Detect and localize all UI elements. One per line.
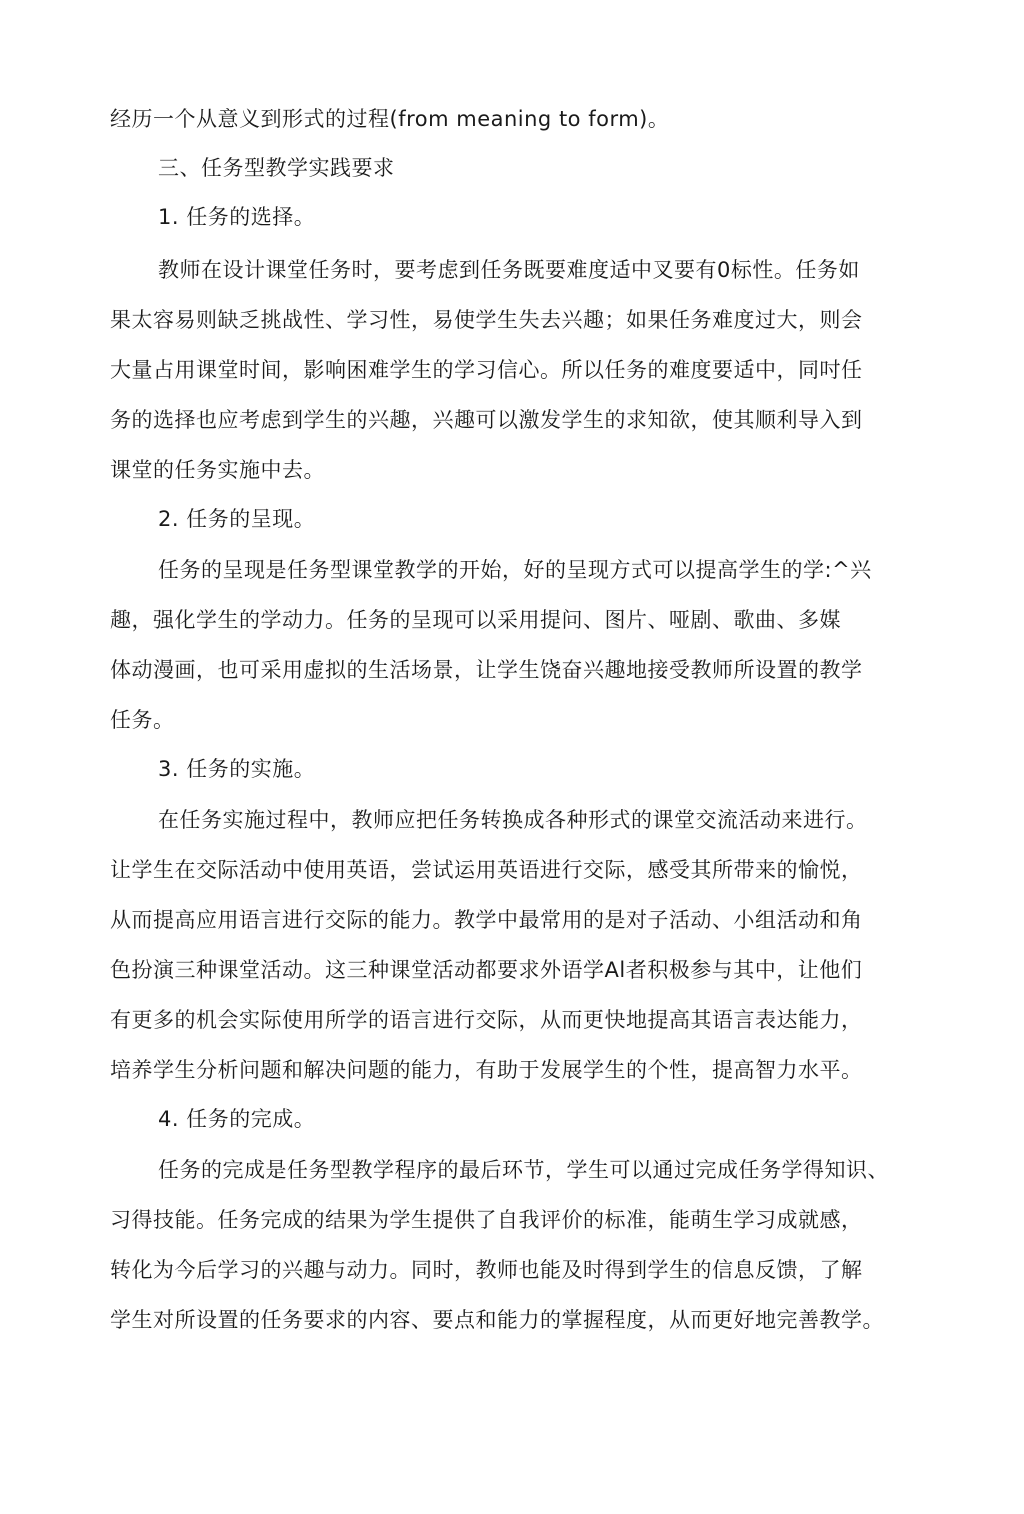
paragraph-line: 从而提高应用语言进行交际的能力。教学中最常用的是对子活动、小组活动和角 (110, 908, 863, 932)
paragraph-line: 任务的完成是任务型教学程序的最后环节，学生可以通过完成任务学得知识、 (158, 1158, 889, 1182)
paragraph-line: 体动漫画，也可采用虚拟的生活场景，让学生饶奋兴趣地接受教师所设置的教学 (110, 658, 863, 682)
subheading-task-presentation: 2. 任务的呈现。 (158, 507, 316, 531)
paragraph-line: 培养学生分析问题和解决问题的能力，有助于发展学生的个性，提高智力水平。 (110, 1058, 863, 1082)
subheading-task-selection: 1. 任务的选择。 (158, 205, 316, 229)
paragraph-line: 课堂的任务实施中去。 (110, 458, 325, 482)
paragraph-line: 让学生在交际活动中使用英语，尝试运用英语进行交际，感受其所带来的愉悦， (110, 858, 863, 882)
paragraph-line: 务的选择也应考虑到学生的兴趣，兴趣可以激发学生的求知欲，使其顺利导入到 (110, 408, 863, 432)
paragraph-line: 果太容易则缺乏挑战性、学习性，易使学生失去兴趣；如果任务难度过大，则会 (110, 308, 863, 332)
paragraph-line: 在任务实施过程中，教师应把任务转换成各种形式的课堂交流活动来进行。 (158, 808, 868, 832)
subheading-task-completion: 4. 任务的完成。 (158, 1107, 316, 1131)
paragraph-line: 教师在设计课堂任务时，要考虑到任务既要难度适中叉要有0标性。任务如 (158, 258, 860, 282)
paragraph-line: 学生对所设置的任务要求的内容、要点和能力的掌握程度，从而更好地完善教学。 (110, 1308, 884, 1332)
paragraph-line: 转化为今后学习的兴趣与动力。同时，教师也能及时得到学生的信息反馈，了解 (110, 1258, 863, 1282)
section-heading-3: 三、任务型教学实践要求 (158, 156, 395, 180)
paragraph-line: 习得技能。任务完成的结果为学生提供了自我评价的标准，能萌生学习成就感， (110, 1208, 863, 1232)
paragraph-line: 大量占用课堂时间，影响困难学生的学习信心。所以任务的难度要适中，同吋任 (110, 358, 863, 382)
text-line-meaning-to-form: 经历一个从意义到形式的过程(from meaning to form)。 (110, 107, 670, 131)
paragraph-line: 色扮演三种课堂活动。这三种课堂活动都要求外语学Al者积极参与其中，让他们 (110, 958, 863, 982)
paragraph-line: 趣，强化学生的学动力。任务的呈现可以采用提问、图片、哑剧、歌曲、多媒 (110, 608, 841, 632)
subheading-task-implementation: 3. 任务的实施。 (158, 757, 316, 781)
paragraph-line: 任务的呈现是任务型课堂教学的开始，好的呈现方式可以提高学生的学:^兴 (158, 558, 872, 582)
paragraph-line: 有更多的机会实际使用所学的语言进行交际，从而更快地提高其语言表达能力， (110, 1008, 863, 1032)
paragraph-line: 任务。 (110, 708, 175, 732)
